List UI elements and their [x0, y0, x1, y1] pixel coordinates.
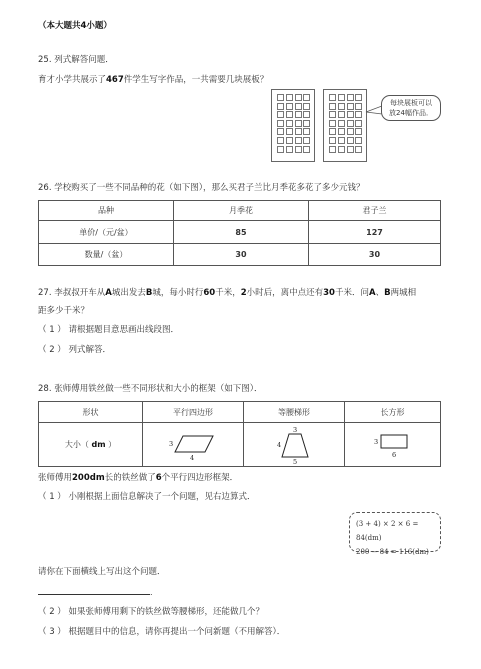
callout-line-2: 放24幅作品．	[389, 109, 433, 117]
price-rose: 85	[174, 221, 309, 244]
size-label: 大小（ dm ）	[39, 423, 143, 467]
para-base-label: 4	[190, 453, 195, 460]
display-board-right	[323, 89, 367, 162]
header-cell: 月季花	[174, 201, 309, 221]
callout-line-1: 每块展板可以	[390, 99, 432, 107]
q27-sub-1: （ 1 ） 请根据题目意思画出线段图．	[38, 325, 180, 335]
q28-ask: 请你在下面横线上写出这个问题．	[38, 567, 166, 577]
trap-top-label: 3	[293, 425, 298, 434]
q25-count: 467	[106, 75, 124, 85]
para-side-label: 3	[169, 439, 174, 448]
equation-1: (3 + 4) × 2 × 6 = 84(dm)	[356, 520, 419, 542]
trapezoid-cell	[244, 423, 345, 467]
q27-line-1: 27. 李叔叔开车从A城出发去B城，每小时行60千米，2小时后，离中点还有30千米．问A、B两城相	[38, 288, 417, 298]
rect-height-label: 3	[373, 437, 378, 446]
qty-clivia: 30	[309, 244, 441, 266]
parallelogram-cell	[143, 423, 244, 467]
parallelogram-shape	[163, 430, 223, 460]
header-cell: 君子兰	[309, 201, 441, 221]
answer-line-end: .	[150, 588, 153, 597]
board-cells	[277, 94, 310, 153]
q26-title: 26. 学校购买了一些不同品种的花（如下图），那么买君子兰比月季花多花了多少元钱？	[38, 183, 365, 193]
rect-width-label: 6	[391, 450, 396, 459]
answer-line[interactable]	[38, 594, 150, 595]
header-cell: 形状	[39, 402, 143, 423]
row-label: 单价/（元/盆）	[39, 221, 174, 244]
rectangle-cell	[345, 423, 441, 467]
q28-sub-2: （ 2 ） 如果张师傅用剩下的铁丝做等腰梯形，还能做几个？	[38, 607, 265, 617]
display-board-left	[271, 89, 315, 162]
frame-size-table	[38, 401, 441, 467]
q28-title: 28. 张师傅用铁丝做一些不同形状和大小的框架（如下图）．	[38, 384, 263, 394]
row-label: 数量/（盆）	[39, 244, 174, 266]
trap-bottom-label: 5	[293, 457, 298, 465]
header-cell: 品种	[39, 201, 174, 221]
section-header: （本大题共4小题）	[38, 21, 112, 31]
price-clivia: 127	[309, 221, 441, 244]
q28-sub-1: （ 1 ） 小刚根据上面信息解决了一个问题，见右边算式．	[38, 492, 256, 502]
header-cell: 等腰梯形	[244, 402, 345, 423]
header-cell: 长方形	[345, 402, 441, 423]
capacity-callout	[381, 95, 441, 121]
rectangle-shape	[363, 430, 423, 460]
equation-2: 200 − 84 = 116(dm)	[356, 548, 429, 556]
trapezoid-shape	[264, 425, 324, 465]
trap-side-label: 4	[277, 440, 282, 449]
q25-question: 育才小学共展示了467件学生写字作品，一共需要几块展板？	[38, 75, 269, 85]
q25-title: 25. 列式解答问题．	[38, 55, 114, 65]
q28-info: 张师傅用200dm长的铁丝做了6个平行四边形框架．	[38, 473, 239, 483]
header-cell: 平行四边形	[143, 402, 244, 423]
board-cells	[329, 94, 362, 153]
qty-rose: 30	[174, 244, 309, 266]
q27-sub-2: （ 2 ） 列式解答．	[38, 345, 112, 355]
flower-price-table	[38, 200, 441, 266]
calculation-box	[349, 512, 441, 556]
q28-sub-3: （ 3 ） 根据题目中的信息，请你再提出一个问新题（不用解答）．	[38, 627, 286, 637]
q27-line-2: 距多少千米？	[38, 306, 90, 316]
